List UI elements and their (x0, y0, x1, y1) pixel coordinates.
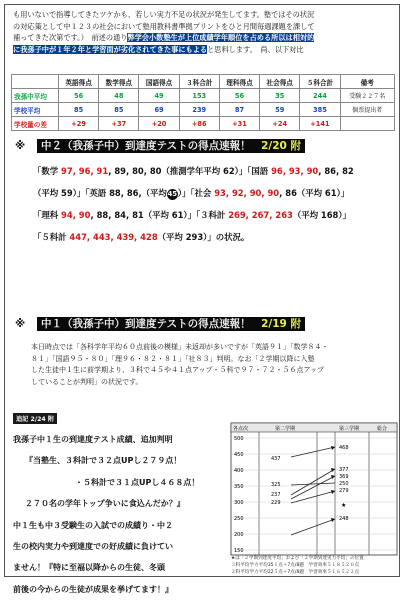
addendum-line: 生の校内実力や到達度での好成績に負けてい (13, 542, 173, 552)
value-label: 325 (271, 482, 281, 488)
addendum-line: ません！『特に至福以降からの生徒、冬頭 (13, 563, 165, 573)
report-line: （平均 59）」「英語 88, 86,（平均45）」「社会 93, 92, 90, 90, 86（平均 61）」 (33, 188, 350, 198)
graph-notes (231, 555, 397, 576)
header-cell: 国語得点 (139, 75, 179, 89)
table-cell: 48 (99, 89, 139, 103)
heading-date: 2/19 附 (261, 318, 302, 330)
table-cell: 85 (99, 103, 139, 117)
table-cell: 244 (300, 89, 340, 103)
header-cell: 備考 (340, 75, 394, 89)
addendum-line: ２７０名の学年トップ争いに食込んだか？』 (25, 499, 185, 509)
table-note: 受験２２７名 (340, 89, 394, 103)
table-cell: +86 (179, 117, 219, 131)
paragraph-line: ８１」「国語９５・８０」「理９６・８２・８１」「社８３」判明。なお「２学期以降に入塾 (31, 354, 315, 363)
report-line: 「数学 97, 96, 91, 89, 80, 80（推測学年平均 62）」「国語 96, 93, 90, 86, 82 (33, 166, 354, 176)
table-cell: +141 (300, 117, 340, 131)
axis-tick: 500 (234, 436, 244, 442)
axis-tick: 250 (234, 516, 244, 522)
reference-mark: ※ (15, 140, 26, 152)
table-note: 個票提出者 (340, 103, 394, 117)
graph-header: 第二学期 (275, 426, 296, 432)
table-cell: 85 (59, 103, 99, 117)
table-cell: +37 (99, 117, 139, 131)
table-row (12, 89, 395, 103)
table-cell: 69 (139, 103, 179, 117)
report-line: 「５科計 447, 443, 439, 428（平均 293）」の状況。 (33, 232, 250, 242)
score-progress-graph (231, 423, 397, 555)
value-label: 377 (339, 467, 349, 473)
star-icon: ★ (341, 502, 347, 509)
highlight-text: に我孫子中が１年２年と学習面が劣化されてきた事にもよる (13, 44, 208, 54)
graph-header: 各点次 (233, 426, 249, 432)
table-cell: 239 (179, 103, 219, 117)
graph-note: ３科平均学力平均35１点＋7点/8題 学習効率５１８５２０点 (231, 563, 360, 568)
addendum-line: 『当塾生、３科計で３２点UPし２７９点！ (25, 456, 182, 466)
reference-mark: ※ (15, 318, 26, 330)
table-cell: 385 (300, 103, 340, 117)
paragraph-line: 本日時点では「各科学年平均６０点前後の模様」未返却が多いですが「英語９１」「数学８４・ (31, 343, 329, 351)
value-label: 279 (339, 488, 349, 494)
graph-note: ★は「２学期到達度平均」および「２学期到達実力平均」の位置 (231, 556, 364, 561)
table-cell: +29 (59, 117, 99, 131)
score-comparison-table (11, 74, 395, 131)
table-cell: 87 (219, 103, 259, 117)
report-line: 「理科 94, 90, 88, 84, 81（平均 61）」「３科計 269, 267, 263（平均 168）」 (33, 210, 351, 220)
section-heading-grade1 (15, 316, 305, 331)
axis-tick: 200 (234, 532, 244, 538)
graph-header: 総合 (377, 426, 388, 432)
row-label: 学校平均 (12, 103, 59, 117)
addendum-line: 中１生も中３受験生の入試での成績り・中２ (13, 520, 173, 530)
intro-paragraph (13, 9, 393, 55)
circled-number: 45 (167, 190, 178, 198)
heading-band (37, 139, 305, 153)
axis-tick: 450 (234, 452, 244, 458)
heading-date: 2/20 附 (261, 140, 302, 152)
heading-title: 中１（我孫子中）到達度テストの得点速報！ (41, 318, 251, 330)
addendum-tag: 追記 2/24 附 (13, 413, 57, 424)
row-label: 学校量の差 (12, 117, 59, 131)
value-label: 369 (339, 474, 349, 480)
header-cell: 社会得点 (260, 75, 300, 89)
table-cell: +31 (219, 117, 259, 131)
value-label: 229 (271, 500, 281, 506)
table-row (12, 103, 395, 117)
highlight-text: 弊学会小数塾生が上位成績学年順位を占める所以は相対的 (127, 33, 315, 42)
addendum-line: 我孫子中１生の到達度テスト成績、追加判明 (13, 435, 173, 444)
axis-tick: 300 (234, 500, 244, 506)
axis-tick: 350 (234, 484, 244, 490)
table-cell: +24 (260, 117, 300, 131)
table-header-row (12, 75, 395, 89)
heading-title: 中２（我孫子中）到達度テストの得点速報！ (41, 140, 251, 152)
value-label: 250 (339, 481, 349, 487)
header-cell: 理科得点 (219, 75, 259, 89)
table-cell: +20 (139, 117, 179, 131)
graph-header: 第三学期 (339, 426, 360, 432)
paragraph-line: した生徒中１生に前学期より、３科で４５や４１点アップ・５科で９７・７２・５６点アップ (31, 366, 325, 374)
row-label: 我孫中平均 (12, 89, 59, 103)
value-label: 248 (339, 516, 349, 522)
header-cell: ５科合計 (300, 75, 340, 89)
grade1-paragraph (31, 342, 395, 388)
table-row (12, 117, 395, 131)
table-cell: 153 (179, 89, 219, 103)
intro-line: に我孫子中が１年２年と学習面が劣化されてきた事にもよると思料します。 尚、以下対比 (13, 44, 304, 54)
intro-line: も用いないで指導してきたツケかも、若しい実力不足の状況が発生してます。塾ではその状況 (13, 10, 315, 19)
header-cell: ３科合計 (179, 75, 219, 89)
addendum-line: 前後の今からの生徒が成果を挙げてます！』 (13, 584, 173, 594)
table-cell: 56 (219, 89, 259, 103)
paragraph-line: していることが判明」の状況です。 (31, 377, 143, 386)
graph-note: ２科平均学力平均22５点＋7点/8題 学習効率５１６５２２点 (231, 570, 360, 575)
table-cell: 49 (139, 89, 179, 103)
intro-line: 補ってきた次第です。） 前述の通り弊学会小数塾生が上位成績学年順位を占める所以は相対的 (13, 33, 315, 42)
flyer-page (4, 4, 400, 594)
table-cell: 59 (260, 103, 300, 117)
grade2-score-report (33, 160, 393, 248)
heading-band (37, 317, 305, 331)
intro-line: の対応策として中１２３の社会において塾用教科書準拠プリントをひと月間毎週課題を課して (13, 21, 315, 31)
addendum-text (13, 429, 225, 600)
table-cell: 56 (59, 89, 99, 103)
value-label: 468 (339, 445, 349, 451)
value-label: 237 (271, 492, 281, 498)
table-note (340, 117, 394, 131)
addendum-line: ・５科計で３１点UPし４６８点！ (75, 477, 200, 487)
axis-tick: 400 (234, 468, 244, 474)
table-cell: 35 (260, 89, 300, 103)
header-cell: 数学得点 (99, 75, 139, 89)
axis-tick: 150 (234, 548, 244, 554)
section-heading-grade2 (15, 138, 305, 153)
value-label: 437 (271, 456, 281, 462)
header-cell: 英語得点 (59, 75, 99, 89)
header-cell (12, 75, 59, 89)
